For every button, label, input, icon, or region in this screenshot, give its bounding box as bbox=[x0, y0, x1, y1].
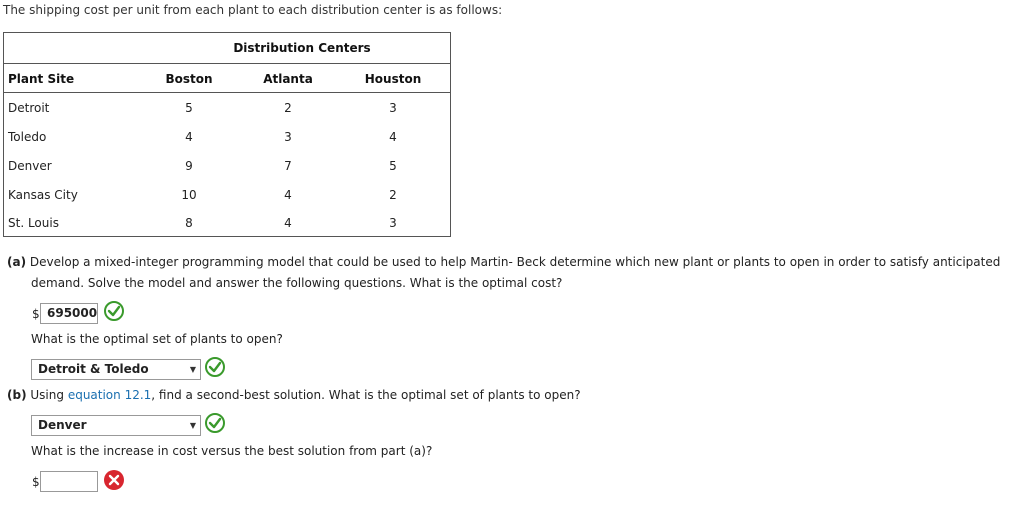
table-cell: 8 bbox=[185, 216, 193, 230]
table-cell: 3 bbox=[284, 130, 292, 144]
table-cell: 4 bbox=[284, 216, 292, 230]
dropdown-arrow-icon: ▼ bbox=[189, 365, 196, 374]
part-b-label: (b) bbox=[7, 388, 27, 402]
table-cell: Kansas City bbox=[8, 188, 78, 202]
intro-text: The shipping cost per unit from each plant to each distribution center is as follows: bbox=[3, 3, 503, 17]
dropdown-selected-value: Denver bbox=[38, 418, 87, 432]
currency-sign: $ bbox=[32, 307, 40, 321]
table-cell: Detroit bbox=[8, 101, 50, 115]
table-row bbox=[4, 94, 450, 123]
shipping-cost-table bbox=[3, 32, 451, 237]
table-cell: 7 bbox=[284, 159, 292, 173]
table-group-header-row bbox=[4, 33, 450, 63]
part-b-text bbox=[7, 388, 581, 402]
plants-question: What is the optimal set of plants to open? bbox=[31, 332, 283, 346]
check-circle-icon bbox=[205, 357, 225, 377]
table-header-row bbox=[4, 63, 450, 93]
table-row bbox=[4, 181, 450, 210]
table-cell: 3 bbox=[389, 216, 397, 230]
distribution-centers-header: Distribution Centers bbox=[233, 41, 371, 55]
table-row bbox=[4, 210, 450, 237]
currency-sign: $ bbox=[32, 475, 40, 489]
table-cell: 5 bbox=[389, 159, 397, 173]
table-row bbox=[4, 152, 450, 181]
dropdown-selected-value: Detroit & Toledo bbox=[38, 362, 149, 376]
column-header-plant-site: Plant Site bbox=[8, 72, 75, 86]
optimal-cost-input[interactable]: 695000 bbox=[40, 303, 98, 324]
check-circle-icon bbox=[104, 301, 124, 321]
table-row bbox=[4, 123, 450, 152]
table-cell: 3 bbox=[389, 101, 397, 115]
table-cell: St. Louis bbox=[8, 216, 59, 230]
dropdown-arrow-icon: ▼ bbox=[189, 421, 196, 430]
increase-question: What is the increase in cost versus the best solution from part (a)? bbox=[31, 444, 433, 458]
x-circle-icon bbox=[104, 470, 124, 490]
part-b-text-before-link: Using bbox=[30, 388, 64, 402]
column-header-atlanta: Atlanta bbox=[263, 72, 313, 86]
optimal-plants-dropdown[interactable] bbox=[31, 359, 201, 380]
part-a-question: Develop a mixed-integer programming model that could be used to help Martin- Beck determine which new plant or plants to open in order to satisfy anticipated bbox=[29, 255, 1001, 269]
table-cell: 4 bbox=[389, 130, 397, 144]
part-a-text-line2: demand. Solve the model and answer the following questions. What is the optimal cost? bbox=[31, 276, 563, 290]
part-a-label: (a) bbox=[7, 255, 27, 269]
second-best-plants-dropdown[interactable] bbox=[31, 415, 201, 436]
table-cell: 9 bbox=[185, 159, 193, 173]
table-cell: Denver bbox=[8, 159, 52, 173]
table-cell: 2 bbox=[284, 101, 292, 115]
table-cell: 5 bbox=[185, 101, 193, 115]
check-circle-icon bbox=[205, 413, 225, 433]
table-cell: 2 bbox=[389, 188, 397, 202]
column-header-houston: Houston bbox=[364, 72, 422, 86]
table-cell: Toledo bbox=[8, 130, 47, 144]
cost-increase-input[interactable] bbox=[40, 471, 98, 492]
equation-link[interactable]: equation 12.1 bbox=[67, 388, 152, 402]
column-header-boston: Boston bbox=[165, 72, 213, 86]
part-a-text-line1 bbox=[7, 255, 1000, 269]
table-cell: 10 bbox=[181, 188, 197, 202]
table-cell: 4 bbox=[185, 130, 193, 144]
part-b-text-after-link: , find a second-best solution. What is the optimal set of plants to open? bbox=[151, 388, 581, 402]
table-cell: 4 bbox=[284, 188, 292, 202]
